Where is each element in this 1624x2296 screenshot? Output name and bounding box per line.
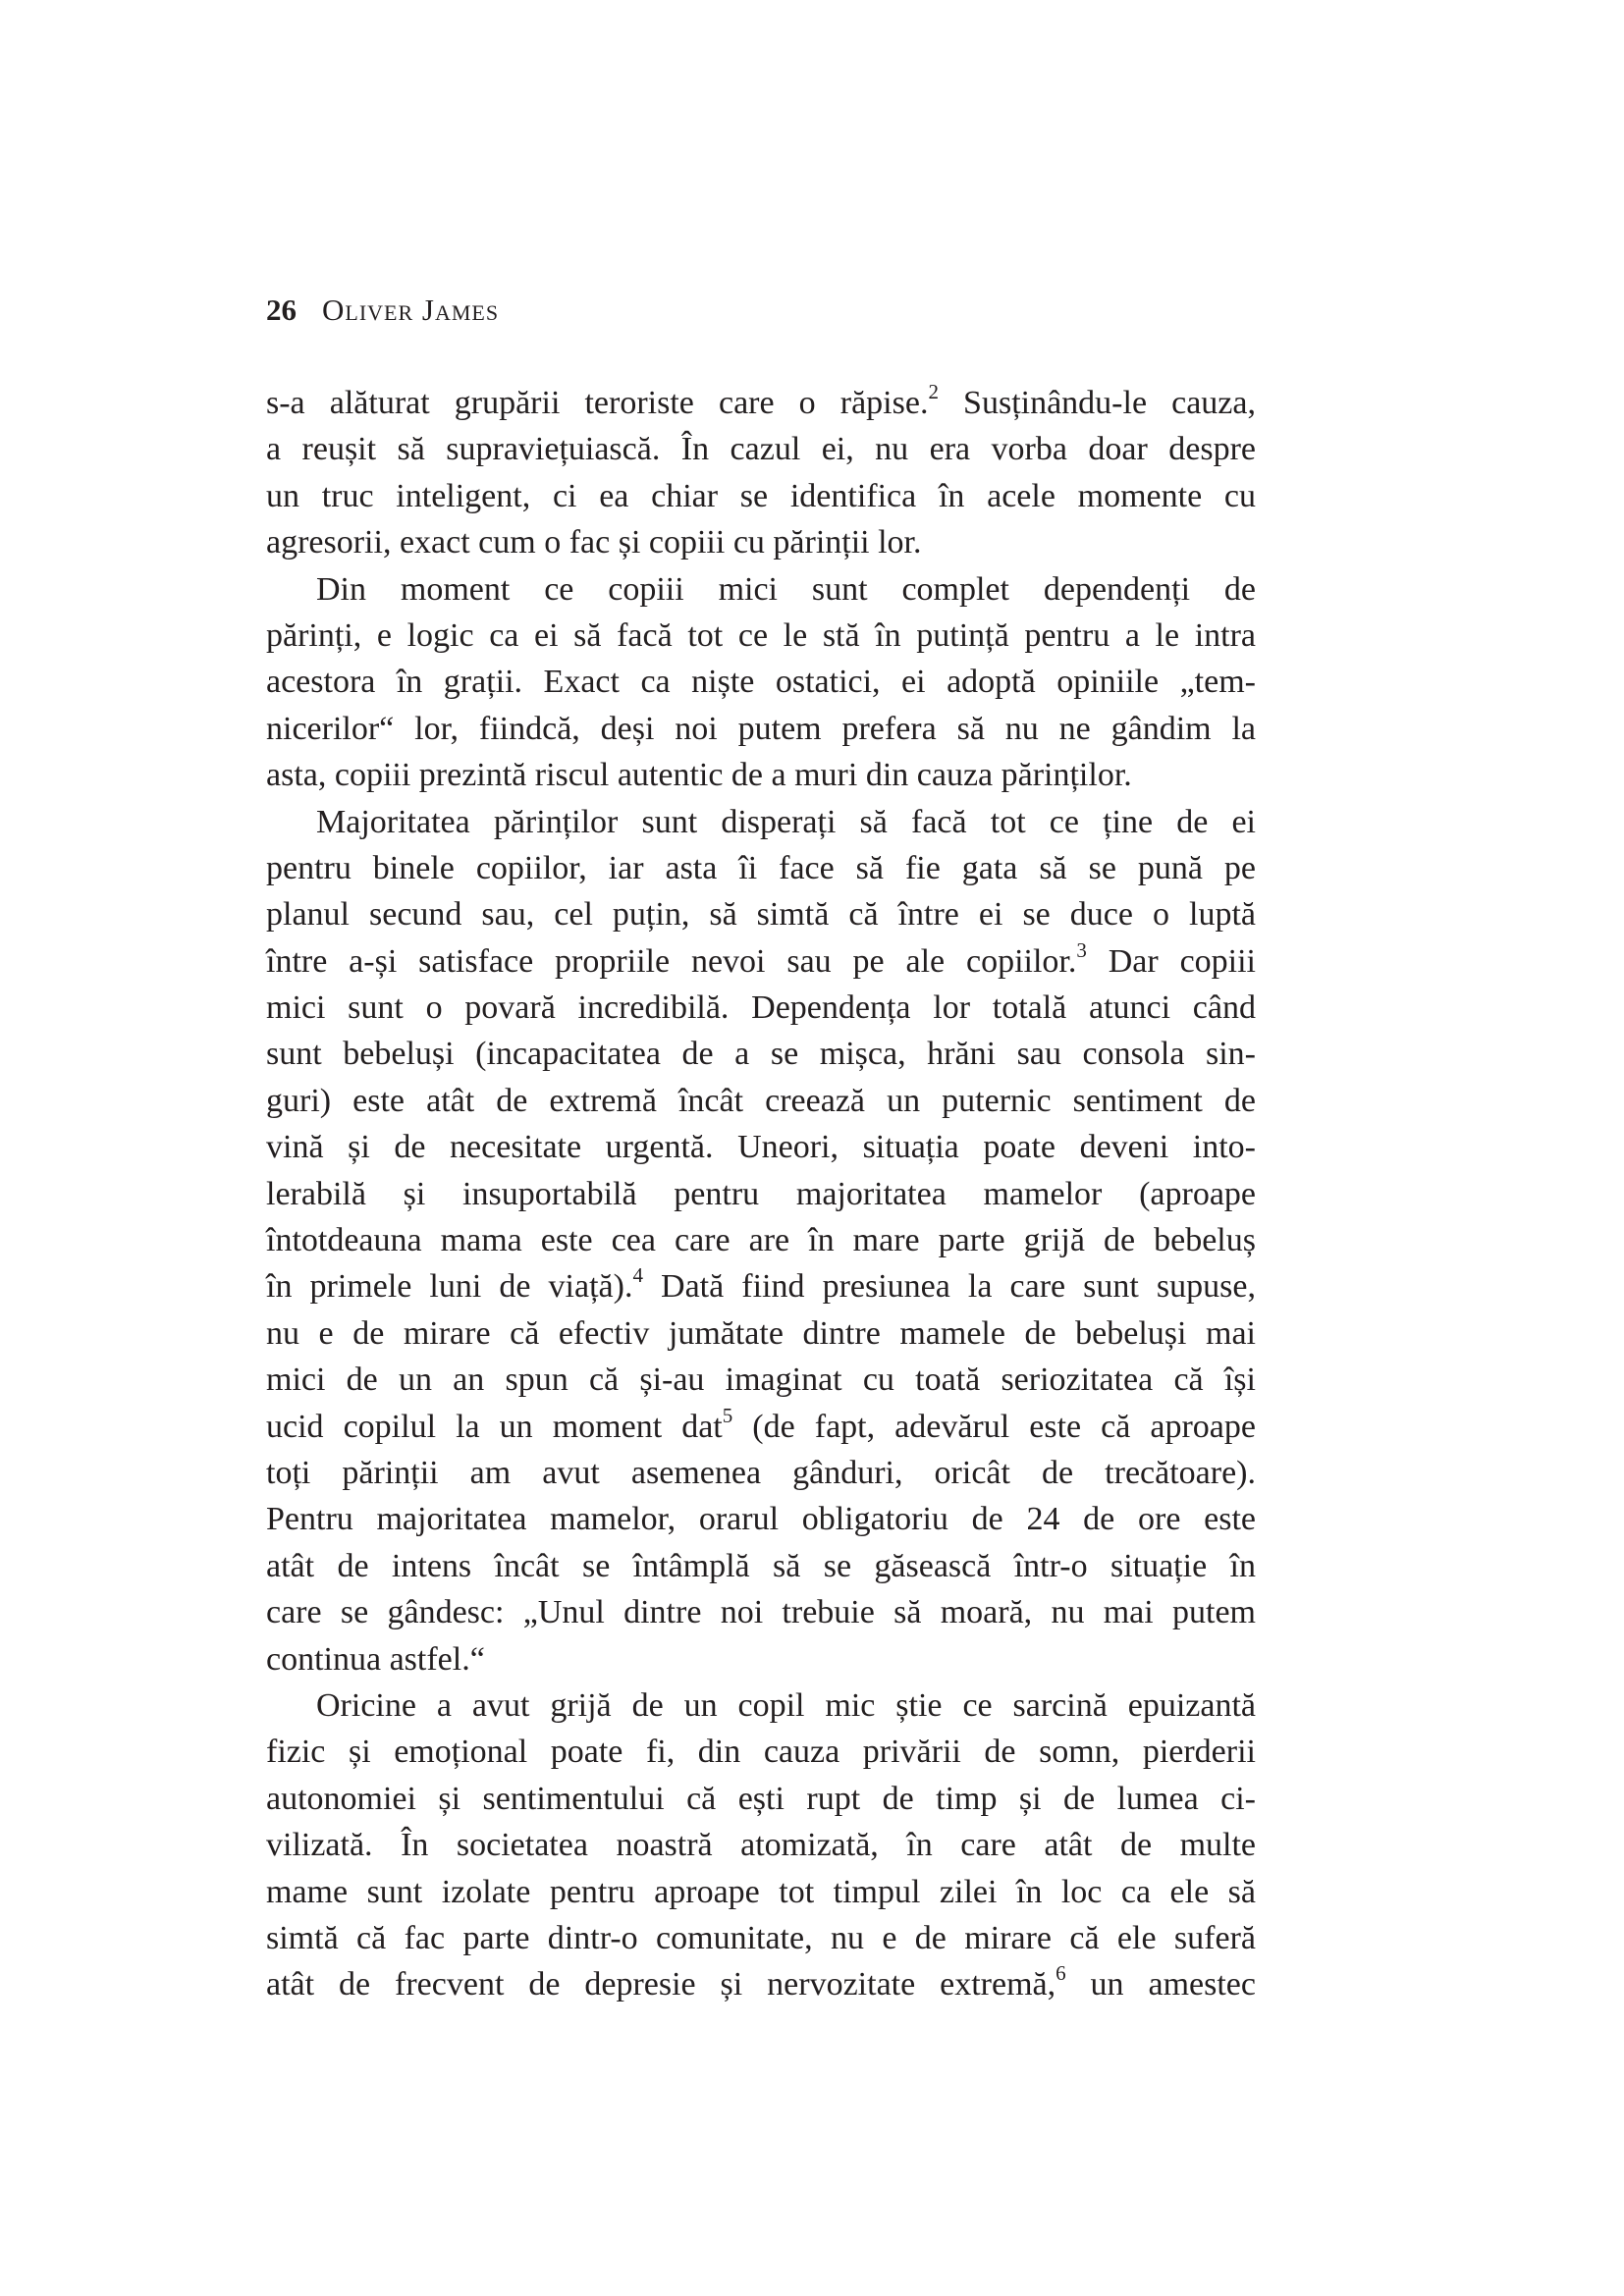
text-segment: în primele luni de viață). bbox=[266, 1268, 633, 1306]
text-segment: un truc inteligent, ci ea chiar se identifica în acele momente cu bbox=[266, 477, 1256, 514]
text-line bbox=[266, 1589, 1256, 1635]
text-segment: între a-și satisface propriile nevoi sau pe ale copiilor. bbox=[266, 942, 1077, 980]
running-head-author: Oliver James bbox=[322, 293, 500, 327]
text-line bbox=[266, 1217, 1256, 1263]
footnote-reference: 4 bbox=[632, 1263, 643, 1288]
text-segment: Dată fiind presiunea la care sunt supuse, bbox=[642, 1268, 1256, 1306]
text-segment: mame sunt izolate pentru aproape tot timpul zilei în loc ca ele să bbox=[266, 1873, 1256, 1910]
text-segment: atât de intens încât se întâmplă să se găsească într-o situație în bbox=[266, 1547, 1256, 1584]
text-segment: întotdeauna mama este cea care are în mare parte grijă de bebeluș bbox=[266, 1222, 1256, 1259]
text-segment: care se gândesc: „Unul dintre noi trebuie să moară, nu mai putem bbox=[266, 1594, 1256, 1631]
text-line bbox=[266, 1078, 1256, 1124]
text-segment: mici sunt o povară incredibilă. Dependența lor totală atunci când bbox=[266, 989, 1256, 1027]
text-segment: mici de un an spun că și-au imaginat cu toată seriozitatea că își bbox=[266, 1362, 1256, 1399]
text-segment: Pentru majoritatea mamelor, orarul obligatoriu de 24 de ore este bbox=[266, 1501, 1256, 1538]
footnote-reference: 2 bbox=[928, 380, 939, 403]
text-line bbox=[266, 1543, 1256, 1589]
text-segment: Din moment ce copiii mici sunt complet dependenți de bbox=[316, 570, 1256, 608]
text-line bbox=[266, 1776, 1256, 1822]
text-segment: Majoritatea părinților sunt disperați să facă tot ce ține de ei bbox=[316, 803, 1256, 840]
footnote-reference: 5 bbox=[722, 1403, 733, 1427]
text-segment: simtă că fac parte dintr-o comunitate, nu e de mirare că ele suferă bbox=[266, 1919, 1256, 1956]
text-line bbox=[266, 1031, 1256, 1077]
text-line bbox=[266, 985, 1256, 1031]
text-segment: un amestec bbox=[1065, 1966, 1256, 2003]
footnote-reference: 3 bbox=[1076, 937, 1087, 962]
page-number: 26 bbox=[266, 293, 297, 327]
text-segment: nicerilor“ lor, fiindcă, deși noi putem prefera să nu ne gândim la bbox=[266, 710, 1256, 747]
text-line bbox=[266, 519, 1256, 565]
text-line bbox=[266, 1404, 1256, 1450]
text-line bbox=[266, 613, 1256, 659]
text-segment: (de fapt, adevărul este că aproape bbox=[732, 1408, 1256, 1445]
text-segment: agresorii, exact cum o fac și copiii cu părinții lor. bbox=[266, 524, 922, 561]
text-line bbox=[266, 473, 1256, 519]
text-segment: Oricine a avut grijă de un copil mic știe ce sarcină epuizantă bbox=[316, 1686, 1256, 1724]
text-line bbox=[266, 1869, 1256, 1915]
text-segment: fizic și emoțional poate fi, din cauza privării de somn, pierderii bbox=[266, 1734, 1256, 1771]
text-segment: nu e de mirare că efectiv jumătate dintre mamele de bebeluși mai bbox=[266, 1314, 1256, 1352]
text-segment: a reușit să supraviețuiască. În cazul ei, nu era vorba doar despre bbox=[266, 431, 1256, 468]
text-segment: autonomiei și sentimentului că ești rupt de timp și de lumea ci- bbox=[266, 1780, 1256, 1817]
text-segment: Dar copiii bbox=[1086, 942, 1256, 980]
text-segment: guri) este atât de extremă încât creează un puternic sentiment de bbox=[266, 1082, 1256, 1119]
text-line bbox=[266, 1310, 1256, 1357]
text-line bbox=[266, 566, 1256, 613]
text-segment: vină și de necesitate urgentă. Uneori, situația poate deveni into- bbox=[266, 1129, 1256, 1166]
text-segment: lerabilă și insuportabilă pentru majoritatea mamelor (aproape bbox=[266, 1175, 1256, 1212]
text-segment: acestora în grații. Exact ca niște ostatici, ei adoptă opiniile „tem- bbox=[266, 664, 1256, 701]
text-line bbox=[266, 752, 1256, 798]
text-line bbox=[266, 380, 1256, 426]
text-segment: toți părinții am avut asemenea gânduri, oricât de trecătoare). bbox=[266, 1454, 1256, 1491]
text-line bbox=[266, 1961, 1256, 2007]
text-line bbox=[266, 799, 1256, 845]
text-segment: Susținându-le cauza, bbox=[938, 385, 1256, 421]
text-segment: părinți, e logic ca ei să facă tot ce le stă în putință pentru a le intra bbox=[266, 616, 1256, 654]
text-line bbox=[266, 1915, 1256, 1961]
text-line bbox=[266, 1124, 1256, 1170]
text-line bbox=[266, 1357, 1256, 1403]
text-line bbox=[266, 1682, 1256, 1729]
text-segment: continua astfel.“ bbox=[266, 1640, 485, 1678]
text-segment: atât de frecvent de depresie și nervozitate extremă, bbox=[266, 1966, 1056, 2003]
text-line bbox=[266, 1822, 1256, 1868]
text-line bbox=[266, 845, 1256, 891]
text-line bbox=[266, 659, 1256, 705]
text-line bbox=[266, 1450, 1256, 1496]
text-line bbox=[266, 1729, 1256, 1775]
text-segment: s-a alăturat grupării teroriste care o răpise. bbox=[266, 385, 929, 421]
text-segment: planul secund sau, cel puțin, să simtă că între ei se duce o luptă bbox=[266, 896, 1256, 934]
text-segment: ucid copilul la un moment dat bbox=[266, 1408, 723, 1445]
text-line bbox=[266, 1171, 1256, 1217]
text-line bbox=[266, 938, 1256, 985]
text-line bbox=[266, 891, 1256, 937]
footnote-reference: 6 bbox=[1056, 1961, 1066, 1986]
page-header bbox=[266, 291, 499, 330]
text-segment: sunt bebeluși (incapacitatea de a se mișca, hrăni sau consola sin- bbox=[266, 1036, 1256, 1073]
text-segment: vilizată. În societatea noastră atomizată, în care atât de multe bbox=[266, 1827, 1256, 1864]
text-line bbox=[266, 1263, 1256, 1309]
text-line bbox=[266, 1496, 1256, 1542]
body-text bbox=[266, 380, 1256, 2008]
text-segment: pentru binele copiilor, iar asta îi face să fie gata să se pună pe bbox=[266, 849, 1256, 886]
text-line bbox=[266, 426, 1256, 472]
text-segment: asta, copiii prezintă riscul autentic de a muri din cauza părinților. bbox=[266, 757, 1132, 794]
text-line bbox=[266, 706, 1256, 752]
text-line bbox=[266, 1636, 1256, 1682]
